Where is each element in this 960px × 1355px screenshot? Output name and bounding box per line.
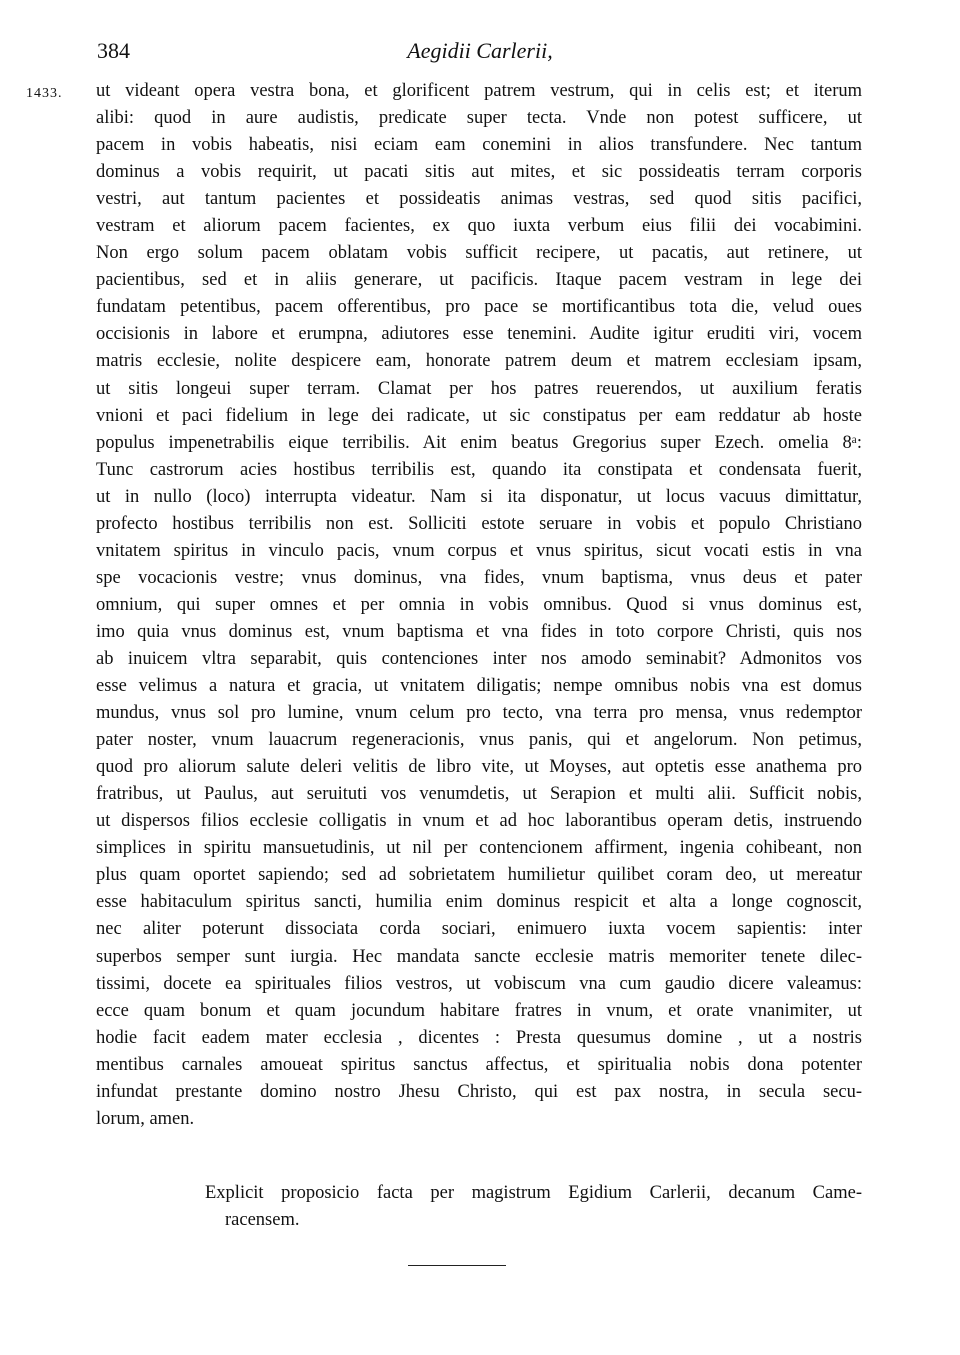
text-line: esse habitaculum spiritus sancti, humilia enim dominus respicit et alta a longe cognoscit, — [96, 892, 862, 913]
text-line: hodie facit eadem mater ecclesia , dicentes : Presta quesumus domine , ut a nostris — [96, 1027, 862, 1048]
text-line: pacientibus, sed et in aliis generare, ut pacificis. Itaque pacem vestram in lege dei — [96, 270, 862, 291]
text-line: ut in nullo (loco) interrupta videatur. Nam si ita disponatur, ut locus vacuus dimittatur, — [96, 486, 862, 507]
text-line: tissimi, docete ea spirituales filios vestros, ut vobiscum vna cum gaudio dicere valeamus: — [96, 973, 862, 994]
explicit-colophon — [205, 1180, 862, 1234]
text-line: alibi: quod in aure audistis, predicate super tecta. Vnde non potest sufficere, ut — [96, 108, 862, 129]
text-line: imo quia vnus dominus est, vnum baptisma et vna fides in toto corpore Christi, quis nos — [96, 621, 862, 642]
text-line: lorum, amen. — [96, 1108, 195, 1129]
text-line: vnitatem spiritus in vinculo pacis, vnum corpus et vnus spiritus, sicut vocati estis in vna — [96, 540, 862, 561]
end-rule-divider — [408, 1265, 506, 1266]
text-line: ut sitis longeui super terram. Clamat per hos patres reuerendos, ut auxilium feratis — [96, 378, 862, 399]
text-line: profecto hostibus terribilis non est. Solliciti estote seruare in vobis et populo Christiano — [96, 513, 862, 534]
text-line: infundat prestante domino nostro Jhesu Christo, qui est pax nostra, in secula secu- — [96, 1081, 862, 1102]
text-line: pacem in vobis habeatis, nisi eciam eam conemini in alios transfundere. Nec tantum — [96, 135, 862, 156]
text-line: Non ergo solum pacem oblatam vobis sufficit recipere, ut pacatis, aut retinere, ut — [96, 243, 862, 264]
text-line: occisionis in labore et erumpna, adiutores esse tenemini. Audite igitur eruditi viri, vocem — [96, 324, 862, 345]
text-line: ut videant opera vestra bona, et glorificent patrem vestrum, qui in celis est; et iterum — [96, 81, 862, 101]
text-line: quod pro aliorum salute deleri velitis de libro vite, ut Moyses, aut optetis esse anathema pro — [96, 757, 862, 778]
text-line: superbos semper sunt iurgia. Hec mandata sancte ecclesie matris memoriter tenete dilec- — [96, 946, 862, 967]
text-line: omnium, qui super omnes et per omnia in vobis omnibus. Quod si vnus dominus est, — [96, 594, 862, 615]
main-text — [96, 78, 862, 1133]
page-number: 384 — [97, 38, 130, 63]
text-line: ecce quam bonum et quam jocundum habitare fratres in vnum, et orate vnanimiter, ut — [96, 1000, 862, 1021]
running-head: Aegidii Carlerii, — [407, 38, 553, 63]
text-line: ab inuicem vltra separabit, quis contenciones inter nos amodo seminabit? Admonitos vos — [96, 648, 862, 669]
text-line: fundatam petentibus, pacem offerentibus, pro pace se mortificantibus tota die, velud oues — [96, 297, 862, 318]
margin-year-note: 1433. — [26, 86, 63, 101]
text-line: mundus, vnus sol pro lumine, vnum celum pro tecto, vna terra pro mensa, vnus redemptor — [96, 703, 862, 724]
text-line: matris ecclesie, nolite despicere eam, honorate patrem deum et matrem ecclesiam ipsam, — [96, 351, 862, 372]
text-line: dominus a vobis requirit, ut pacati sitis aut mites, et sic possideatis terram corporis — [96, 162, 862, 183]
text-line: plus quam oportet sapiendo; sed ad sobrietatem humilietur quilibet coram deo, ut mereatur — [96, 865, 862, 886]
explicit-line: racensem. — [225, 1210, 300, 1231]
text-line: vestri, aut tantum pacientes et possideatis animas vestras, sed quod sitis pacifici, — [96, 189, 862, 210]
text-line: vestram et aliorum pacem facientes, ex quo iuxta verbum eius filii dei vocabimini. — [96, 216, 862, 237]
explicit-line: Explicit proposicio facta per magistrum Egidium Carlerii, decanum Came- — [205, 1183, 862, 1203]
text-line: nec aliter poterunt dissociata corda sociari, enimuero iuxta vocem sapientis: inter — [96, 919, 862, 940]
text-line: esse velimus a natura et gracia, ut vnitatem diligatis; nempe omnibus nobis vna est domus — [96, 676, 862, 697]
text-line: mentibus carnales amoueat spiritus sanctus affectus, et spiritualia nobis dona potenter — [96, 1054, 862, 1075]
text-line: populus impenetrabilis eique terribilis. Ait enim beatus Gregorius super Ezech. omelia 8ᵃ: — [96, 432, 862, 453]
text-line: spe vocacionis vestre; vnus dominus, vna fides, vnum baptisma, vnus deus et pater — [96, 567, 862, 588]
text-line: simplices in spiritu mansuetudinis, ut nil per contencionem affirment, ingenia cohibeant, non — [96, 838, 862, 859]
text-line: vnioni et paci fidelium in lege dei radicate, ut sic constipatus per eam reddatur ab hoste — [96, 405, 862, 426]
text-line: Tunc castrorum acies hostibus terribilis est, quando ita constipata et condensata fuerit, — [96, 459, 862, 480]
text-line: ut dispersos filios ecclesie colligatis in vnum et ad hoc laborantibus operam detis, instruendo — [96, 811, 862, 832]
text-line: fratribus, ut Paulus, aut seruituti vos venumdetis, ut Serapion et multi alii. Sufficit nobis, — [96, 784, 862, 805]
text-line: pater noster, vnum lauacrum regeneracionis, vnus panis, qui et angelorum. Non petimus, — [96, 730, 862, 751]
